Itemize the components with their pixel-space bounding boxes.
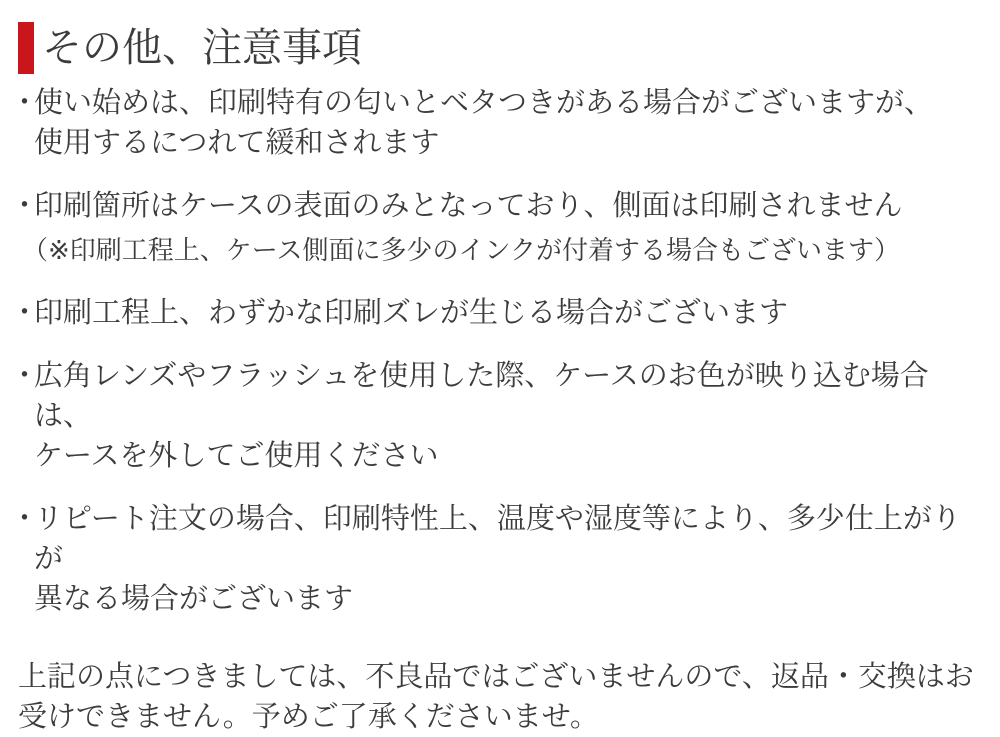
note-item <box>10 186 980 270</box>
bullet-marker: ・ <box>10 503 40 535</box>
note-line <box>10 293 980 333</box>
page-title: その他、注意事項 <box>42 26 362 70</box>
title-accent-bar <box>18 22 34 74</box>
note-text: 広角レンズやフラッシュを使用した際、ケースのお色が映り込む場合は、 <box>34 360 929 432</box>
note-item <box>10 83 980 163</box>
note-line: ケースを外してご使用ください <box>34 440 439 472</box>
note-item <box>10 293 980 333</box>
note-line: 使用するにつれて緩和されます <box>34 127 440 159</box>
note-line: 異なる場合がございます <box>34 583 354 615</box>
footer-note <box>18 657 980 737</box>
note-text: 使い始めは、印刷特有の匂いとベタつきがある場合がございますが、 <box>34 87 934 119</box>
bullet-marker: ・ <box>10 360 40 392</box>
note-text: リピート注文の場合、印刷特性上、温度や湿度等により、多少仕上がりが <box>34 503 961 575</box>
note-line <box>10 83 980 123</box>
note-line <box>10 499 980 579</box>
note-text: 印刷箇所はケースの表面のみとなっており、側面は印刷されません <box>34 190 903 222</box>
footer-line: 受けできません。予めご了承くださいませ。 <box>18 701 599 733</box>
note-line <box>10 186 980 226</box>
bullet-marker: ・ <box>10 297 40 329</box>
notes-list <box>10 83 980 619</box>
footer-line: 上記の点につきましては、不良品ではございませんので、返品・交換はお <box>18 661 974 693</box>
note-text: 印刷工程上、わずかな印刷ズレが生じる場合がございます <box>34 297 789 329</box>
note-subnote: （※印刷工程上、ケース側面に多少のインクが付着する場合もございます） <box>22 235 900 265</box>
bullet-marker: ・ <box>10 87 40 119</box>
note-item <box>10 356 980 476</box>
note-line <box>10 356 980 436</box>
section-title <box>18 22 980 74</box>
note-item <box>10 499 980 619</box>
bullet-marker: ・ <box>10 190 40 222</box>
